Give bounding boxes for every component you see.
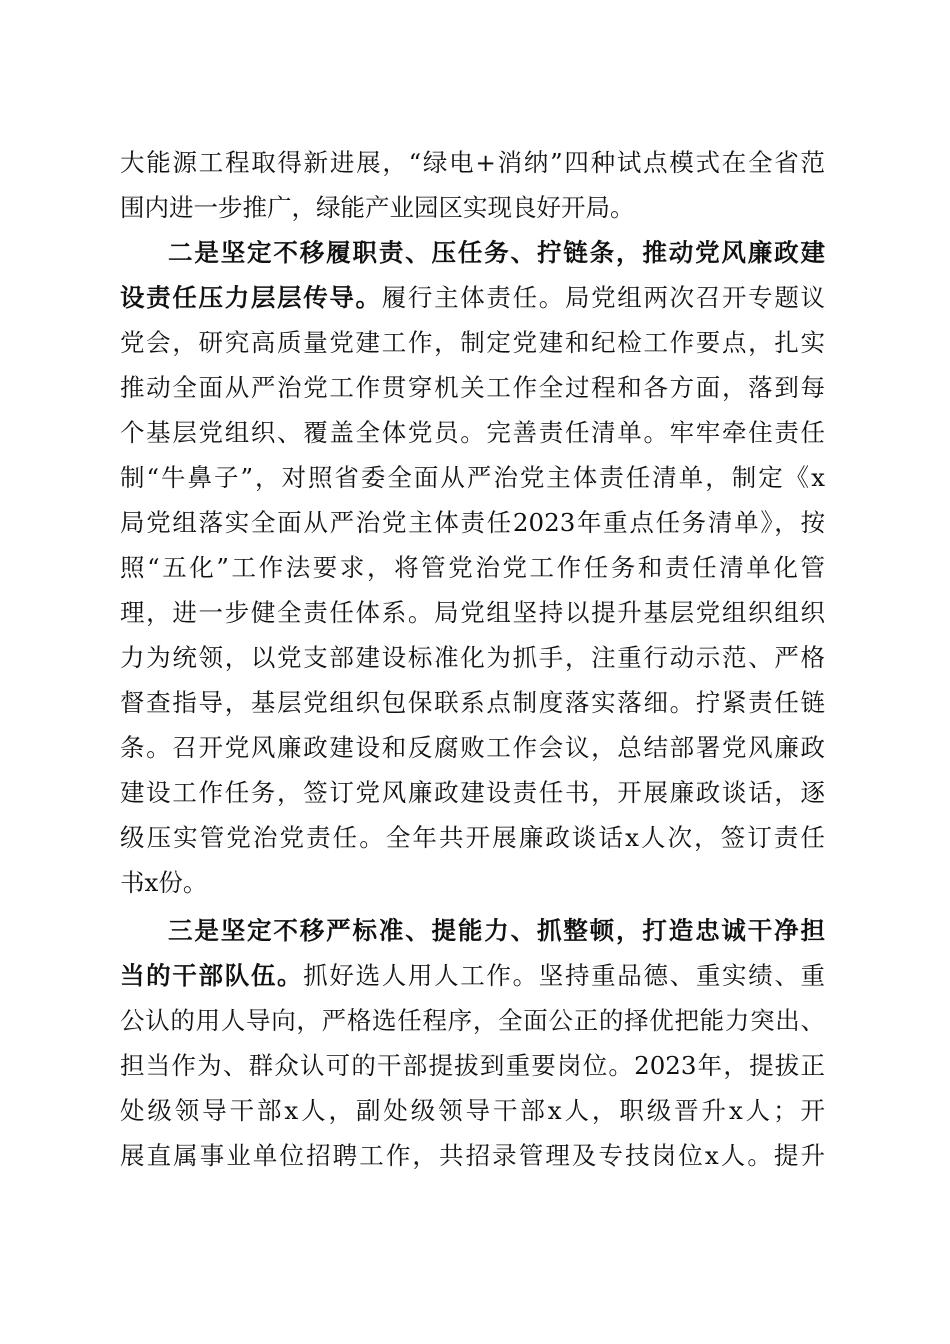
paragraph-line [120,959,825,993]
paragraph-line: 个基层党组织、覆盖全体党员。完善责任清单。牢牢牵住责任 [120,418,825,447]
paragraph-line [120,281,825,315]
paragraph-line: 制“牛鼻子”，对照省委全面从严治党主体责任清单，制定《x [120,463,825,492]
paragraph-line: 级压实管党治党责任。全年共开展廉政谈话x人次，签订责任 [120,823,825,852]
paragraph-line: 党会，研究高质量党建工作，制定党建和纪检工作要点，扎实 [120,328,825,357]
paragraph-line: 展直属事业单位招聘工作，共招录管理及专技岗位x人。提升 [120,1141,825,1170]
paragraph-line: 照“五化”工作法要求，将管党治党工作任务和责任清单化管 [120,553,825,582]
paragraph-line: 局党组落实全面从严治党主体责任2023年重点任务清单》，按 [120,508,825,537]
paragraph-text: 抓好选人用人工作。坚持重品德、重实绩、重 [303,961,826,990]
paragraph-line: 条。召开党风廉政建设和反腐败工作会议，总结部署党风廉政 [120,733,825,762]
paragraph-line: 理，进一步健全责任体系。局党组坚持以提升基层党组织组织 [120,598,825,627]
paragraph-line: 大能源工程取得新进展，“绿电+消纳”四种试点模式在全省范 [120,148,825,177]
paragraph-text: 履行主体责任。局党组两次召开专题议 [381,283,826,312]
section-heading-text: 当的干部队伍。 [120,961,304,990]
paragraph-line: 建设工作任务，签订党风廉政建设责任书，开展廉政谈话，逐 [120,778,825,807]
paragraph-line: 推动全面从严治党工作贯穿机关工作全过程和各方面，落到每 [120,373,825,402]
paragraph-line: 力为统领，以党支部建设标准化为抓手，注重行动示范、严格 [120,643,825,672]
paragraph-line: 处级领导干部x人，副处级领导干部x人，职级晋升x人；开 [120,1096,825,1125]
section-heading-line: 二是坚定不移履职责、压任务、拧链条，推动党风廉政建 [168,238,825,267]
paragraph-line: 督查指导，基层党组织包保联系点制度落实落细。拧紧责任链 [120,688,825,717]
paragraph-line: 公认的用人导向，严格选任程序，全面公正的择优把能力突出、 [120,1006,825,1035]
paragraph-line: 围内进一步推广，绿能产业园区实现良好开局。 [120,193,635,222]
section-heading-text: 设责任压力层层传导。 [120,283,382,312]
paragraph-line: 担当作为、群众认可的干部提拔到重要岗位。2023年，提拔正 [120,1051,825,1080]
paragraph-line: 书x份。 [120,868,208,897]
section-heading-line: 三是坚定不移严标准、提能力、抓整顿，打造忠诚干净担 [168,916,825,945]
